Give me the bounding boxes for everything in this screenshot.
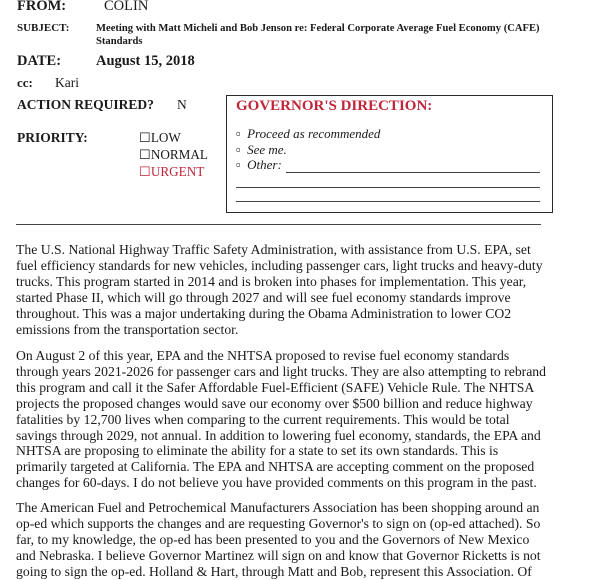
priority-label: PRIORITY: — [17, 130, 88, 145]
text-line: primarily targeted at California. The EPA and NHTSA are accepting comment on the proposed — [16, 459, 535, 475]
text-line: On August 2 of this year, EPA and the NHTSA proposed to revise fuel economy standards — [16, 348, 510, 363]
governor-option-label: See me. — [247, 142, 287, 157]
write-line[interactable] — [236, 187, 540, 188]
from-label: FROM: — [17, 0, 67, 14]
governor-option-label: Other: — [247, 157, 282, 172]
text-line: trucks. This program started in 2014 and is broken into phases for implementation. This year, — [16, 273, 527, 289]
text-line: fatalities by 12,700 lives when comparing to the current requirements. This would be total — [16, 411, 510, 427]
priority-option-label: URGENT — [150, 164, 205, 179]
checkbox-icon: ▫ — [236, 157, 241, 172]
write-line[interactable] — [236, 201, 540, 202]
subject-text — [96, 22, 540, 48]
text-line: through years 2021-2026 for passenger cars and light trucks. They are also attempting to rebrand — [16, 363, 546, 379]
checkbox-icon: ☐ — [139, 130, 151, 145]
text-line: far, to my knowledge, the op-ed has been presented to you and the Governors of New Mexico — [16, 531, 530, 547]
date-label: DATE: — [17, 53, 62, 69]
governor-option-label: Proceed as recommended — [247, 126, 381, 141]
text-line: throughout. This was a major undertaking during the Obama Administration to lower CO2 — [16, 305, 512, 321]
text-line: and Nebraska. I believe Governor Martinez will sign on and know that Governor Ricketts is not — [16, 547, 541, 563]
action-required-value: N — [177, 97, 187, 112]
checkbox-icon: ☐ — [139, 147, 151, 162]
text-line: NHTSA are proposing to eliminate the ability for a state to set its own standards. This is — [16, 443, 499, 459]
checkbox-icon: ☐ — [139, 164, 151, 179]
priority-option-low[interactable] — [139, 130, 181, 146]
text-line: changes for 60-days. I do not believe you have provided comments on this program in the past. — [16, 475, 537, 491]
cc-value: Kari — [55, 75, 79, 90]
priority-option-normal[interactable] — [139, 147, 208, 163]
governor-direction-title: GOVERNOR'S DIRECTION: — [236, 98, 433, 114]
body-paragraph-1 — [16, 242, 543, 337]
priority-option-label: NORMAL — [150, 147, 208, 162]
text-line: projects the proposed changes would save our economy over $500 billion and reduce highway — [16, 395, 533, 411]
governor-option-proceed[interactable] — [236, 126, 380, 142]
text-line: emissions from the transportation sector. — [16, 321, 239, 337]
other-write-line[interactable] — [286, 172, 540, 173]
checkbox-icon: ▫ — [236, 126, 241, 141]
date-value: August 15, 2018 — [96, 53, 195, 69]
text-line: The U.S. National Highway Traffic Safety Administration, with assistance from U.S. EPA, set — [16, 242, 531, 257]
text-line: this program and call it the Safer Affordable Fuel-Efficient (SAFE) Vehicle Rule. The NHTSA — [16, 379, 535, 395]
governor-option-other[interactable] — [236, 157, 282, 173]
cc-label: cc: — [17, 75, 33, 90]
text-line: going to sign the op-ed. Holland & Hart, through Matt and Bob, represent this Association. Of — [16, 563, 532, 579]
text-line: savings through 2029, not annual. In addition to lowering fuel economy, standards, the EPA and — [16, 427, 541, 443]
separator-line — [16, 224, 541, 225]
text-line: op-ed which supports the changes and are requesting Governor's to sign on (op-ed attached). So — [16, 515, 541, 531]
subject-line-2: Standards — [96, 36, 143, 47]
priority-option-label: LOW — [150, 130, 181, 145]
from-value: COLIN — [104, 0, 149, 14]
checkbox-icon: ▫ — [236, 142, 241, 157]
body-paragraph-2 — [16, 348, 546, 491]
action-required-label: ACTION REQUIRED? — [17, 97, 154, 112]
priority-option-urgent[interactable] — [139, 164, 204, 180]
governor-option-see-me[interactable] — [236, 142, 287, 158]
body-paragraph-3 — [16, 500, 541, 580]
text-line: The American Fuel and Petrochemical Manufacturers Association has been shopping around an — [16, 500, 540, 515]
text-line: started Phase II, which will go through 2027 and will see fuel economy standards improve — [16, 289, 511, 305]
subject-label: SUBJECT: — [17, 22, 70, 34]
text-line: fuel efficiency standards for new vehicles, including passenger cars, light trucks and heavy-duty — [16, 257, 543, 273]
subject-line-1: Meeting with Matt Micheli and Bob Jenson re: Federal Corporate Average Fuel Economy (CAFE) — [96, 23, 540, 34]
